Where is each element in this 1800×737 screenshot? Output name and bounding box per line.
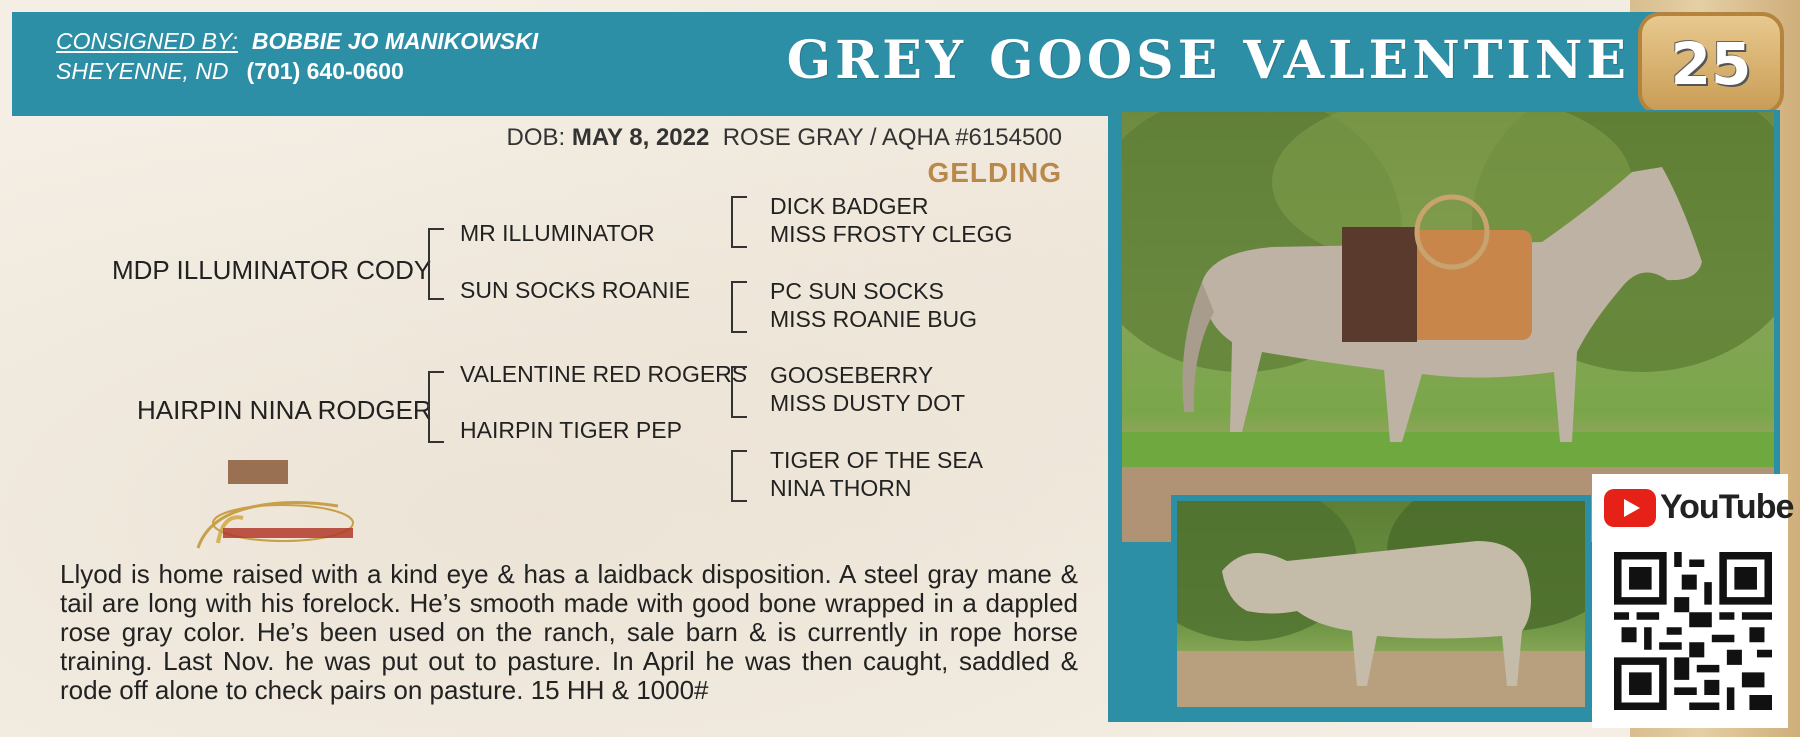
horse-name-title: GREY GOOSE VALENTINE xyxy=(786,30,1630,91)
color-registration: ROSE GRAY / AQHA #6154500 xyxy=(722,124,1062,151)
youtube-brand xyxy=(1604,488,1793,527)
dob-value: MAY 8, 2022 xyxy=(571,124,710,151)
gold-buckle-futurity-logo xyxy=(188,458,378,558)
consignor-block xyxy=(56,26,538,86)
youtube-play-icon xyxy=(1604,489,1656,527)
pedigree-sire-sire: MR ILLUMINATOR xyxy=(460,220,655,246)
pedigree-g3-1: DICK BADGER xyxy=(770,193,929,219)
bracket-g3-1 xyxy=(731,196,747,248)
consignor-phone: (701) 640-0600 xyxy=(246,58,404,84)
pedigree-g3-8: NINA THORN xyxy=(770,475,912,501)
bracket-dam xyxy=(428,371,444,443)
consignor-name: BOBBIE JO MANIKOWSKI xyxy=(251,28,539,54)
pedigree-g3-5: GOOSEBERRY xyxy=(770,362,934,388)
youtube-label: YouTube xyxy=(1660,488,1794,526)
bracket-g3-3 xyxy=(731,366,747,418)
pedigree-dam-dam: HAIRPIN TIGER PEP xyxy=(460,417,682,443)
pedigree-dam: HAIRPIN NINA RODGER xyxy=(137,395,432,425)
horse-description: Llyod is home raised with a kind eye & has a laidback disposition. A steel gray mane & tail are long with his forelock. He’s smooth made with good bone wrapped in a dappled rose gray color. He’s been used on the ranch, sale barn & is currently in rope horse training. Last Nov. he was put out to pasture. In April he was then caught, saddled & rode off alone to check pairs on pasture. 15 HH & 1000# xyxy=(60,559,1078,705)
consigned-label: CONSIGNED BY: xyxy=(56,28,238,54)
pedigree-g3-6: MISS DUSTY DOT xyxy=(770,390,966,416)
dob-line xyxy=(507,124,1062,152)
gold-buckle-logo-graphic xyxy=(188,458,378,558)
horse-side-illustration xyxy=(1177,501,1585,707)
bracket-g3-2 xyxy=(731,281,747,333)
pedigree-sire: MDP ILLUMINATOR CODY xyxy=(112,255,432,285)
video-qr-card[interactable] xyxy=(1592,474,1794,728)
pedigree-dam-sire: VALENTINE RED ROGERS xyxy=(460,361,748,387)
lot-number-badge xyxy=(1638,12,1784,115)
pedigree-g3-3: PC SUN SOCKS xyxy=(770,278,944,304)
pedigree-g3-4: MISS ROANIE BUG xyxy=(770,306,978,332)
dob-label: DOB: xyxy=(506,124,566,151)
pedigree-sire-dam: SUN SOCKS ROANIE xyxy=(460,277,691,303)
qr-code-icon[interactable] xyxy=(1614,552,1772,710)
bracket-g3-4 xyxy=(731,450,747,502)
horse-side-photo-frame xyxy=(1171,495,1591,713)
pedigree-g3-2: MISS FROSTY CLEGG xyxy=(770,221,1013,247)
horse-side-photo xyxy=(1177,501,1585,707)
lot-number: 25 xyxy=(1670,29,1752,98)
sex-label: GELDING xyxy=(927,157,1062,188)
bracket-sire xyxy=(428,228,444,300)
consignor-location: SHEYENNE, ND xyxy=(56,58,229,84)
pedigree-g3-7: TIGER OF THE SEA xyxy=(770,447,983,473)
